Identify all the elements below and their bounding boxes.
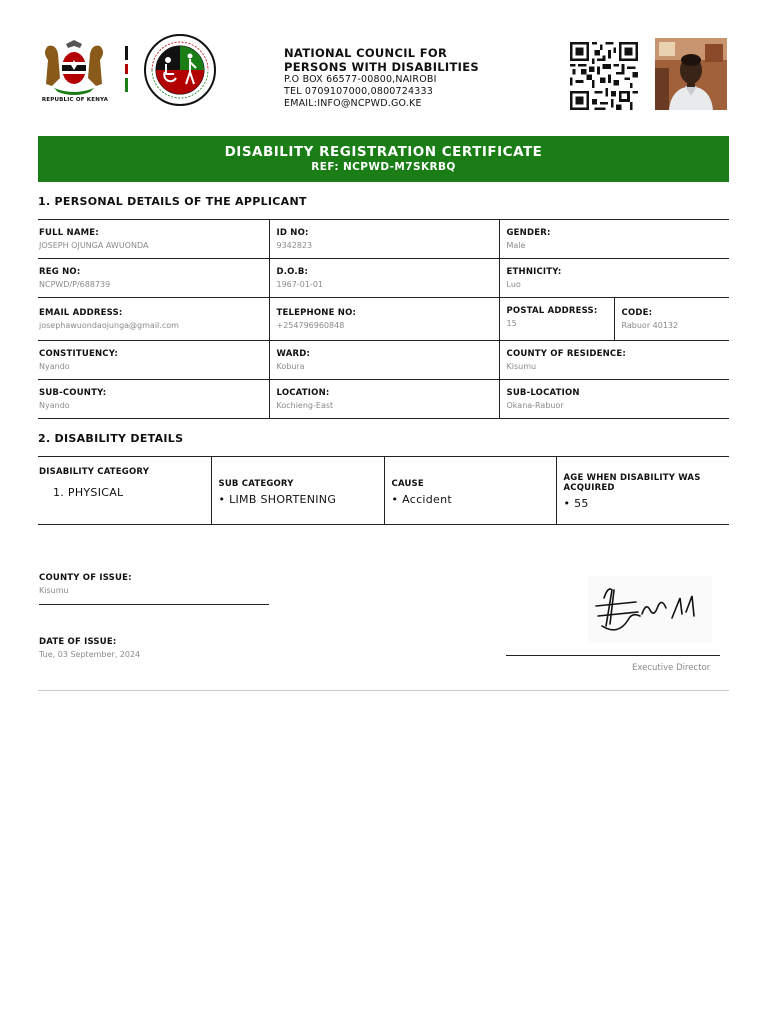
- field-label: TELEPHONE NO:: [276, 308, 357, 318]
- column-header: DISABILITY CATEGORY: [39, 467, 150, 477]
- table-row: [38, 380, 729, 419]
- dob-value: 1967-01-01: [276, 280, 323, 289]
- qr-code-icon: [570, 42, 638, 110]
- sub-county-cell: [38, 380, 269, 419]
- divider: [39, 604, 269, 605]
- cause-value: • Accident: [391, 493, 453, 506]
- field-label: WARD:: [276, 349, 311, 359]
- org-address: P.O BOX 66577-00800,NAIROBI: [284, 74, 437, 85]
- full-name-cell: [38, 220, 269, 259]
- kenya-coat-of-arms-icon: [38, 34, 110, 106]
- code-value: Rabuor 40132: [621, 321, 679, 330]
- field-label: GENDER:: [506, 228, 551, 238]
- location-value: Kochieng-East: [276, 401, 334, 410]
- county-of-issue: [39, 573, 132, 595]
- ward-value: Kobura: [276, 362, 305, 371]
- certificate-ref: REF: NCPWD-M7SKRBQ: [311, 161, 456, 173]
- email-value: josephawuondaojunga@gmail.com: [39, 321, 179, 330]
- constituency-cell: [38, 341, 269, 380]
- field-label: FULL NAME:: [39, 228, 99, 238]
- county-of-issue-value: Kisumu: [39, 586, 69, 595]
- table-row: [38, 220, 729, 259]
- field-label: ID NO:: [276, 228, 309, 238]
- age-acquired-value: • 55: [563, 497, 589, 510]
- table-row: [38, 341, 729, 380]
- certificate-banner: [38, 136, 729, 182]
- divider: [38, 690, 729, 691]
- county-of-residence-value: Kisumu: [506, 362, 537, 371]
- certificate-header: [38, 34, 728, 114]
- telephone-cell: [269, 298, 499, 341]
- field-label: CONSTITUENCY:: [39, 349, 118, 359]
- disability-category-value: 1. PHYSICAL: [53, 486, 124, 499]
- org-name-line2: PERSONS WITH DISABILITIES: [284, 60, 479, 74]
- ncpwd-seal-icon: [138, 34, 222, 106]
- org-telephone: TEL 0709107000,0800724333: [284, 86, 434, 97]
- location-cell: [269, 380, 499, 419]
- reg-no-value: NCPWD/P/688739: [39, 280, 111, 289]
- field-label: ETHNICITY:: [506, 267, 562, 277]
- id-no-value: 9342823: [276, 241, 313, 250]
- date-of-issue-value: Tue, 03 September, 2024: [39, 650, 141, 659]
- sub-location-cell: [499, 380, 729, 419]
- sub-category-cell: [211, 457, 384, 525]
- kenya-flag-bar: [125, 46, 128, 92]
- table-row: [38, 457, 729, 525]
- sub-category-value: • LIMB SHORTENING: [218, 493, 337, 506]
- personal-details-heading: 1. PERSONAL DETAILS OF THE APPLICANT: [38, 195, 307, 208]
- date-of-issue: [39, 637, 140, 659]
- field-label: REG NO:: [39, 267, 81, 277]
- gender-cell: [499, 220, 729, 259]
- applicant-photo: [655, 38, 727, 110]
- email-cell: [38, 298, 269, 341]
- gender-value: Male: [506, 241, 526, 250]
- field-label: COUNTY OF ISSUE:: [39, 573, 132, 583]
- sub-location-value: Okana-Rabuor: [506, 401, 564, 410]
- postal-address-value: 15: [506, 319, 517, 328]
- column-header: SUB CATEGORY: [218, 479, 294, 489]
- org-name-line1: NATIONAL COUNCIL FOR: [284, 46, 448, 60]
- disability-details-heading: 2. DISABILITY DETAILS: [38, 432, 184, 445]
- disability-details-table: [38, 456, 729, 525]
- column-header: CAUSE: [391, 479, 424, 489]
- constituency-value: Nyando: [39, 362, 70, 371]
- full-name-value: JOSEPH OJUNGA AWUONDA: [39, 241, 149, 250]
- field-label: SUB-LOCATION: [506, 388, 580, 398]
- county-of-residence-cell: [499, 341, 729, 380]
- field-label: EMAIL ADDRESS:: [39, 308, 123, 318]
- field-label: CODE:: [621, 308, 653, 318]
- coat-caption: REPUBLIC OF KENYA: [41, 97, 109, 103]
- telephone-value: +254796960848: [276, 321, 345, 330]
- org-email: EMAIL:INFO@NCPWD.GO.KE: [284, 98, 422, 109]
- signatory-title: Executive Director: [632, 663, 711, 673]
- age-acquired-cell: [556, 457, 729, 525]
- reg-no-cell: [38, 259, 269, 298]
- signature-line: [506, 655, 720, 656]
- field-label: D.O.B:: [276, 267, 309, 277]
- table-row: [38, 298, 729, 341]
- field-label: DATE OF ISSUE:: [39, 637, 117, 647]
- field-label: COUNTY OF RESIDENCE:: [506, 349, 626, 359]
- organization-info: [284, 46, 479, 110]
- ward-cell: [269, 341, 499, 380]
- dob-cell: [269, 259, 499, 298]
- disability-category-cell: [38, 457, 211, 525]
- signature-image: [588, 576, 712, 642]
- postal-address-cell: [499, 298, 614, 341]
- ethnicity-cell: [499, 259, 729, 298]
- personal-details-table: [38, 219, 729, 419]
- field-label: LOCATION:: [276, 388, 330, 398]
- certificate-title: DISABILITY REGISTRATION CERTIFICATE: [224, 144, 543, 160]
- field-label: SUB-COUNTY:: [39, 388, 107, 398]
- column-header: AGE WHEN DISABILITY WAS ACQUIRED: [563, 473, 701, 493]
- field-label: POSTAL ADDRESS:: [506, 306, 598, 316]
- sub-county-value: Nyando: [39, 401, 70, 410]
- id-no-cell: [269, 220, 499, 259]
- code-cell: [614, 298, 729, 341]
- ethnicity-value: Luo: [506, 280, 521, 289]
- cause-cell: [384, 457, 556, 525]
- table-row: [38, 259, 729, 298]
